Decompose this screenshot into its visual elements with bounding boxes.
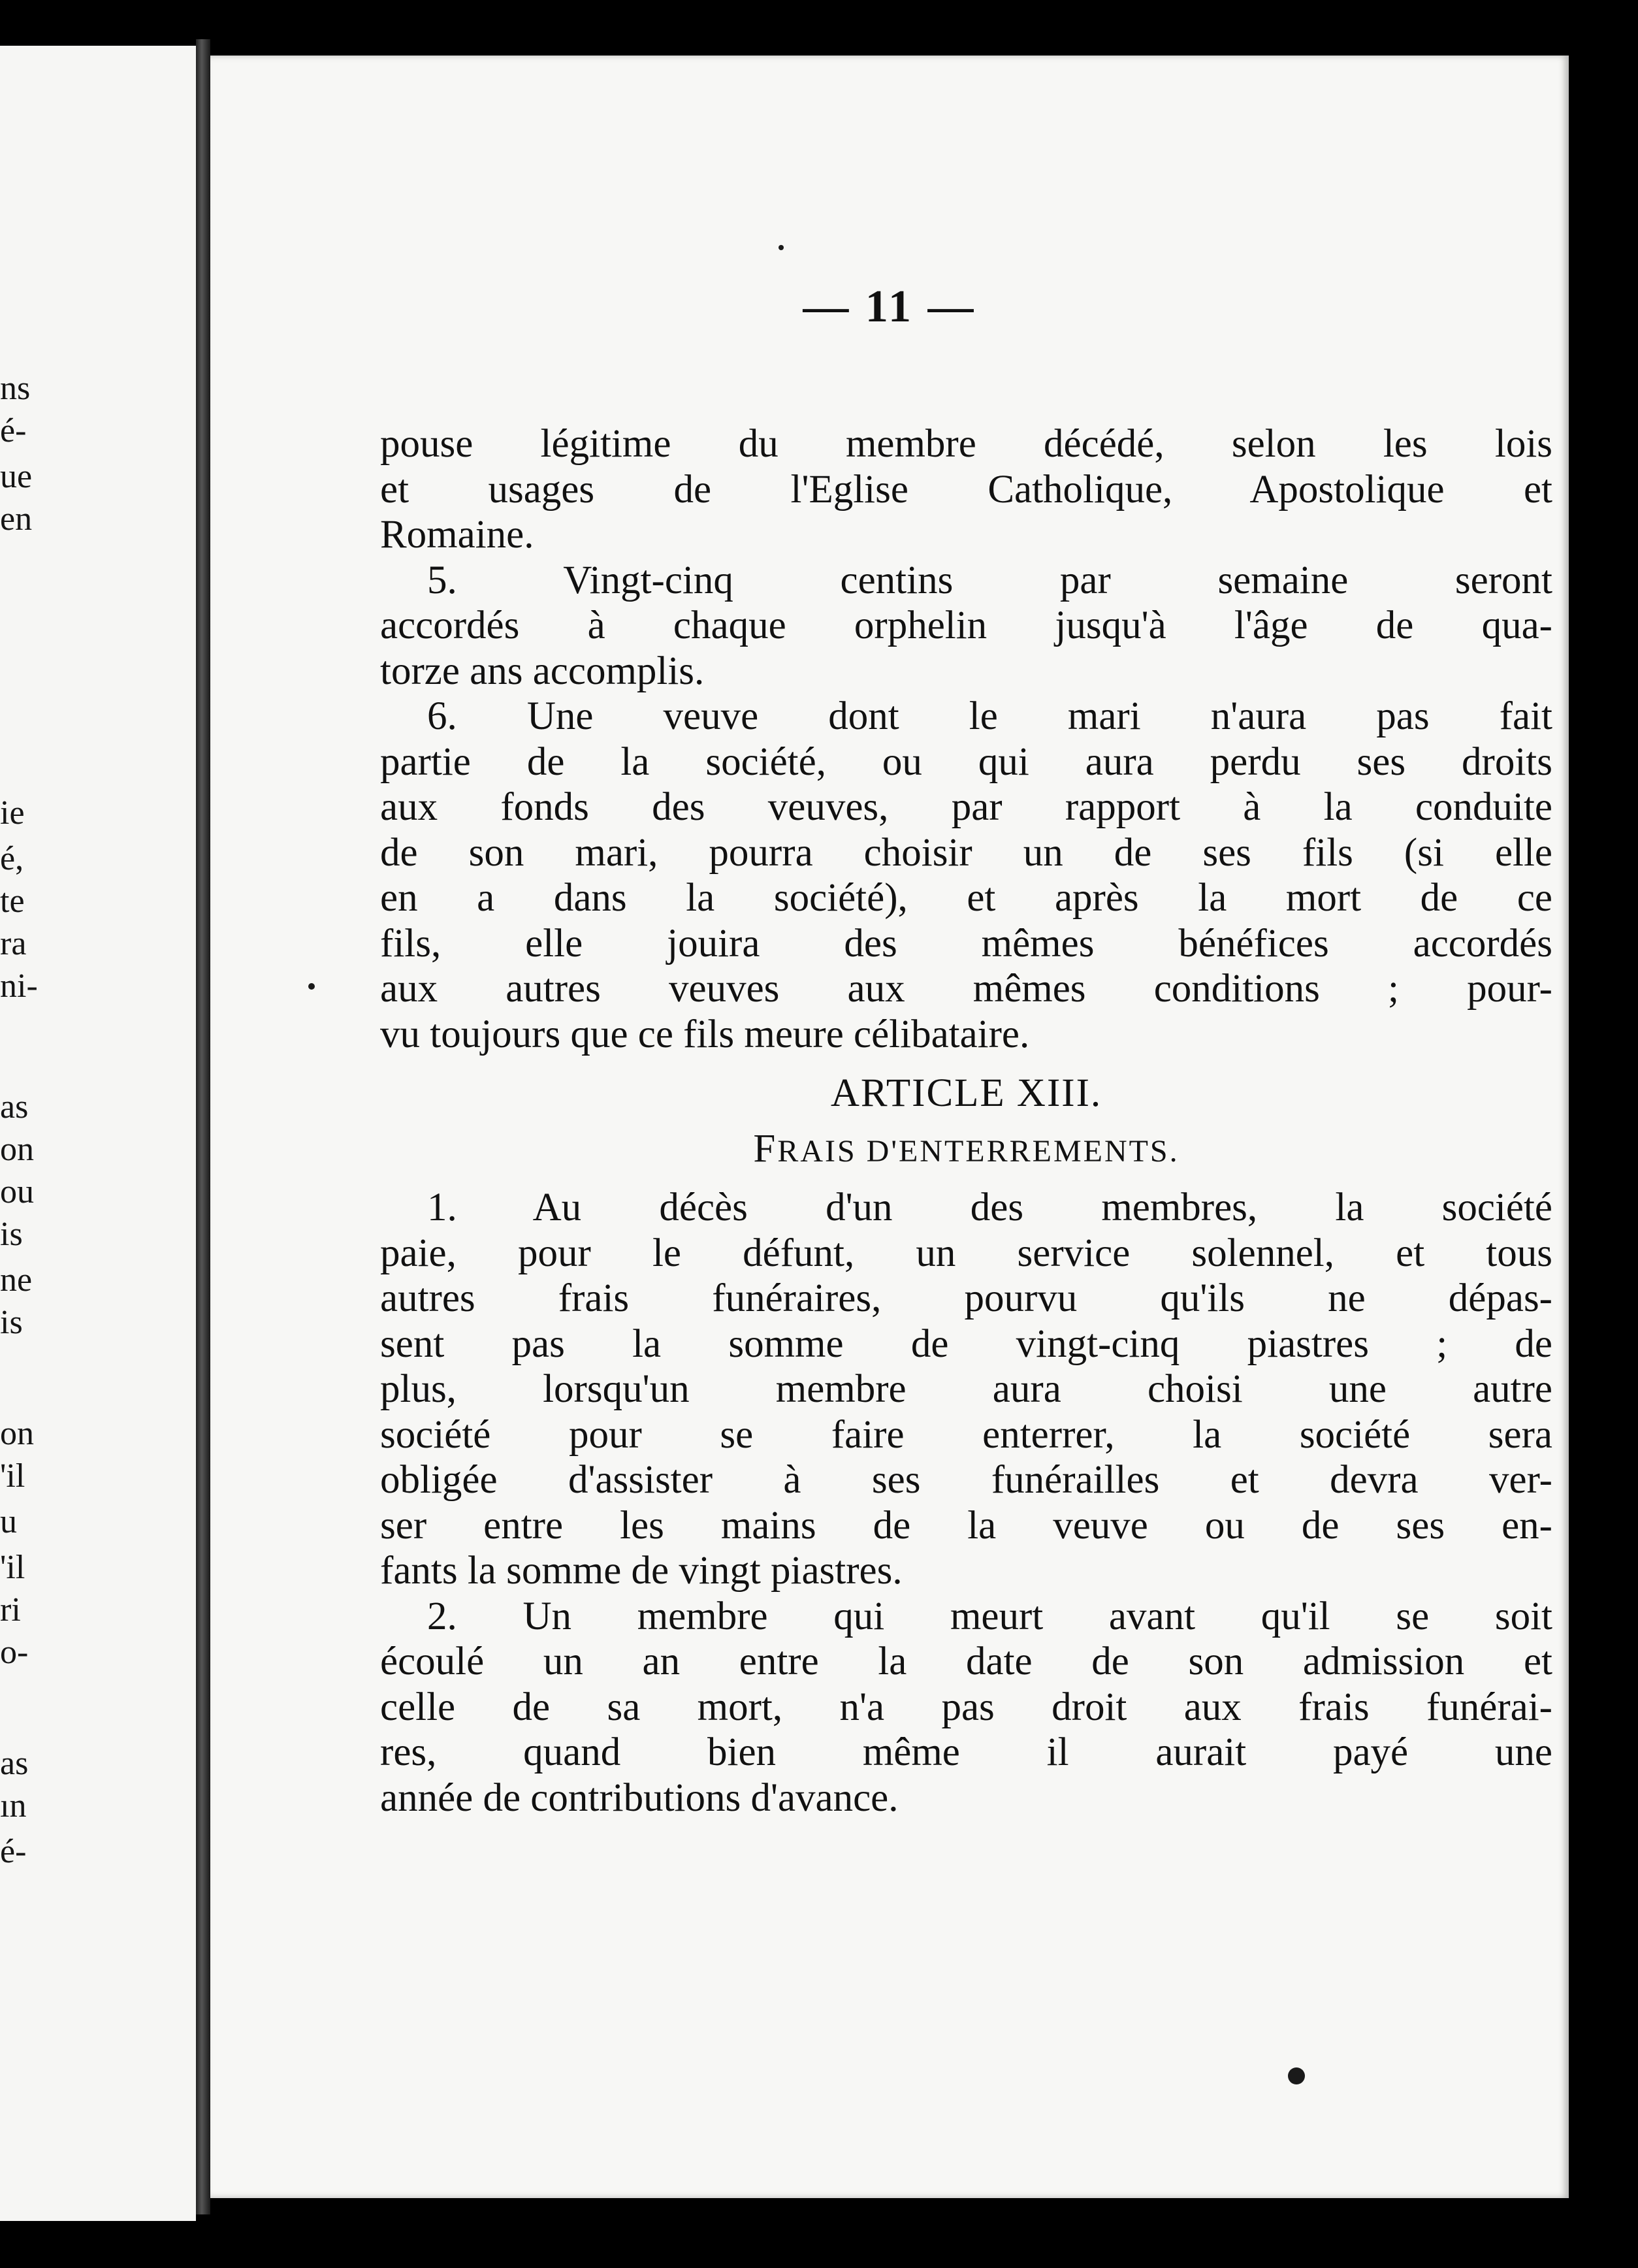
adjacent-page-fragment: on bbox=[0, 1131, 34, 1168]
adjacent-page-fragment: 'il bbox=[0, 1457, 25, 1495]
text-line: 6. Une veuve dont le mari n'aura pas fait bbox=[427, 694, 1552, 738]
text-line: partie de la société, ou qui aura perdu ses droits bbox=[380, 739, 1552, 784]
text-line: 2. Un membre qui meurt avant qu'il se soit bbox=[427, 1594, 1552, 1638]
article-heading: ARTICLE XIII. bbox=[830, 1071, 1102, 1115]
text-line: torze ans accomplis. bbox=[380, 649, 705, 693]
article-paragraph-2 bbox=[380, 1594, 1552, 1821]
text-line: 1. Au décès d'un des membres, la société bbox=[427, 1186, 1552, 1229]
adjacent-page-fragment: o- bbox=[0, 1634, 29, 1671]
text-line: en a dans la société), et après la mort de ce bbox=[380, 876, 1552, 920]
text-line: paie, pour le défunt, un service solennel, et tous bbox=[380, 1231, 1552, 1275]
ink-speck bbox=[308, 983, 315, 990]
adjacent-page-fragment: é- bbox=[0, 412, 27, 449]
text-line: res, quand bien même il aurait payé une bbox=[380, 1730, 1552, 1774]
text-line: plus, lorsqu'un membre aura choisi une autre bbox=[380, 1367, 1552, 1411]
text-line: pouse légitime du membre décédé, selon les lois bbox=[380, 422, 1552, 466]
text-line: celle de sa mort, n'a pas droit aux frais funérai- bbox=[380, 1685, 1552, 1729]
text-line: et usages de l'Eglise Catholique, Apostolique et bbox=[380, 467, 1552, 511]
adjacent-page-fragment: ns bbox=[0, 370, 31, 407]
paragraph-item-6 bbox=[380, 694, 1552, 1057]
ink-speck bbox=[779, 245, 784, 250]
adjacent-page-fragment: ra bbox=[0, 925, 27, 962]
adjacent-page-fragment: ın bbox=[0, 1787, 27, 1824]
paragraph-continuation bbox=[380, 421, 1552, 558]
text-line: accordés à chaque orphelin jusqu'à l'âge de qua- bbox=[380, 604, 1552, 647]
text-line: fils, elle jouira des mêmes bénéfices accordés bbox=[380, 921, 1552, 965]
text-line: fants la somme de vingt piastres. bbox=[380, 1549, 903, 1593]
adjacent-page-fragment: te bbox=[0, 883, 25, 920]
adjacent-page-fragment: as bbox=[0, 1088, 29, 1126]
text-line: obligée d'assister à ses funérailles et devra ver- bbox=[380, 1458, 1552, 1502]
adjacent-page-fragment: ue bbox=[0, 458, 33, 495]
adjacent-page-fragment: ne bbox=[0, 1261, 33, 1299]
adjacent-page-fragment: is bbox=[0, 1304, 23, 1341]
text-line: autres frais funéraires, pourvu qu'ils ne dépas- bbox=[380, 1276, 1552, 1320]
text-line: Romaine. bbox=[380, 513, 534, 557]
text-line: vu toujours que ce fils meure célibataire. bbox=[380, 1012, 1030, 1056]
text-line: sent pas la somme de vingt-cinq piastres ; de bbox=[380, 1321, 1552, 1366]
document-page bbox=[210, 56, 1569, 2198]
adjacent-page-fragment: ie bbox=[0, 794, 25, 832]
adjacent-page-fragment: 'il bbox=[0, 1549, 25, 1586]
adjacent-page-fragment: é, bbox=[0, 840, 24, 877]
section-heading-rest: RAIS D'ENTERREMENTS. bbox=[777, 1134, 1180, 1169]
adjacent-page-fragment: ou bbox=[0, 1173, 34, 1210]
adjacent-page-fragment: on bbox=[0, 1415, 34, 1452]
text-line: écoulé un an entre la date de son admission et bbox=[380, 1640, 1552, 1683]
text-line: ser entre les mains de la veuve ou de ses en- bbox=[380, 1503, 1552, 1547]
text-line: année de contributions d'avance. bbox=[380, 1775, 899, 1820]
adjacent-page-fragment: ri bbox=[0, 1591, 21, 1628]
page-body bbox=[380, 421, 1552, 1821]
adjacent-page-left bbox=[0, 46, 196, 2221]
page-number: — 11 — bbox=[803, 282, 976, 332]
section-heading bbox=[380, 1120, 1552, 1178]
article-paragraph-1 bbox=[380, 1185, 1552, 1594]
adjacent-page-fragment: é- bbox=[0, 1833, 27, 1870]
text-line: société pour se faire enterrer, la société sera bbox=[380, 1412, 1552, 1457]
text-line: 5. Vingt-cinq centins par semaine seront bbox=[427, 558, 1552, 602]
section-heading-initial: F bbox=[753, 1127, 778, 1171]
paragraph-item-5 bbox=[380, 558, 1552, 694]
page-gutter bbox=[196, 39, 210, 2214]
text-line: de son mari, pourra choisir un de ses fils (si elle bbox=[380, 830, 1552, 875]
adjacent-page-fragment: en bbox=[0, 500, 33, 538]
adjacent-page-fragment: as bbox=[0, 1745, 29, 1782]
adjacent-page-fragment: u bbox=[0, 1503, 17, 1540]
adjacent-page-fragment: ni- bbox=[0, 967, 38, 1005]
adjacent-page-fragment: is bbox=[0, 1216, 23, 1253]
text-line: aux fonds des veuves, par rapport à la conduite bbox=[380, 785, 1552, 829]
text-line: aux autres veuves aux mêmes conditions ; pour- bbox=[380, 967, 1552, 1011]
ink-speck bbox=[1288, 2067, 1305, 2084]
